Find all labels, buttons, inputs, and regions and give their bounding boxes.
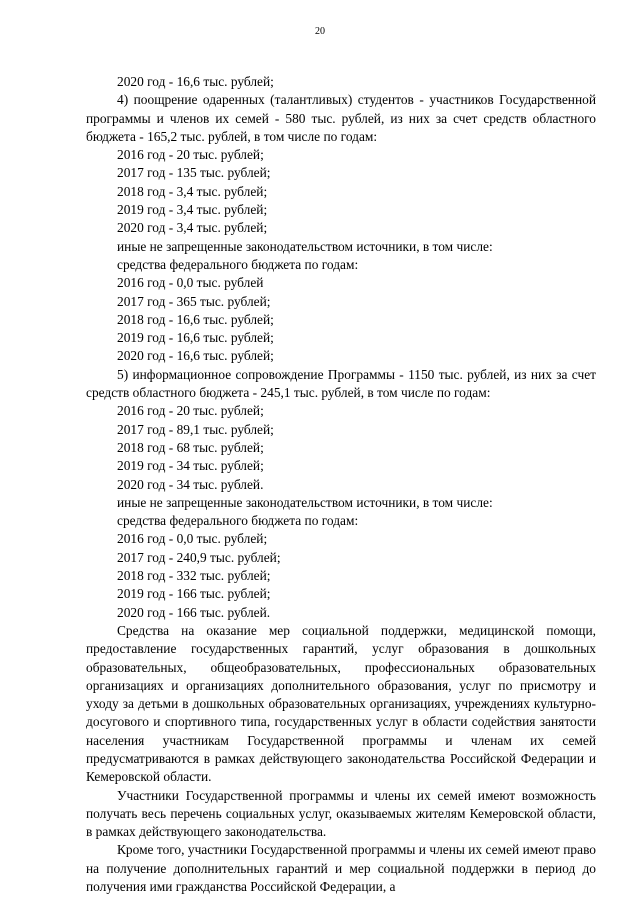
item-5-paragraph: 5) информационное сопровождение Программы - 1150 тыс. рублей, из них за счет средств областного бюджета - 245,1 тыс. рублей, в том числе по годам: (86, 366, 596, 401)
budget-line: 2020 год - 166 тыс. рублей. (117, 604, 271, 620)
federal-heading: средства федерального бюджета по годам: (117, 513, 359, 529)
budget-line: 2016 год - 20 тыс. рублей; (117, 147, 264, 163)
document-body (86, 73, 596, 896)
budget-line: 2019 год - 16,6 тыс. рублей; (117, 330, 274, 346)
budget-line: 2018 год - 332 тыс. рублей; (117, 568, 271, 584)
budget-line: 2017 год - 240,9 тыс. рублей; (117, 549, 281, 565)
budget-line: 2019 год - 166 тыс. рублей; (117, 586, 271, 602)
budget-line: 2020 год - 34 тыс. рублей. (117, 476, 264, 492)
budget-line: 2017 год - 365 тыс. рублей; (117, 293, 271, 309)
budget-line: 2018 год - 3,4 тыс. рублей; (117, 183, 268, 199)
other-sources-line: иные не запрещенные законодательством источники, в том числе: (117, 238, 493, 254)
budget-line: 2016 год - 0,0 тыс. рублей (117, 275, 264, 291)
item-4-paragraph: 4) поощрение одаренных (талантливых) студентов - участников Государственной программы и членов их семей - 580 тыс. рублей, из них за счет средств областного бюджета - 165,2 тыс. рублей, в том числе по годам: (86, 92, 596, 144)
budget-line: 2020 год - 16,6 тыс. рублей; (117, 74, 274, 89)
budget-line: 2017 год - 89,1 тыс. рублей; (117, 421, 274, 437)
participants-paragraph: Участники Государственной программы и члены их семей имеют возможность получать весь перечень социальных услуг, оказываемых жителям Кемеровской области, в рамках действующего законодательства. (86, 787, 596, 840)
federal-heading: средства федерального бюджета по годам: (117, 256, 359, 272)
budget-line: 2016 год - 0,0 тыс. рублей; (117, 531, 268, 547)
other-sources-line: иные не запрещенные законодательством источники, в том числе: (117, 494, 493, 510)
budget-line: 2020 год - 16,6 тыс. рублей; (117, 348, 274, 364)
budget-line: 2017 год - 135 тыс. рублей; (117, 165, 271, 181)
budget-line: 2019 год - 3,4 тыс. рублей; (117, 202, 268, 218)
budget-line: 2020 год - 3,4 тыс. рублей; (117, 220, 268, 236)
budget-line: 2018 год - 68 тыс. рублей; (117, 439, 264, 455)
page-number: 20 (315, 26, 325, 37)
social-support-paragraph: Средства на оказание мер социальной поддержки, медицинской помощи, предоставление государственных гарантий, услуг образования в дошкольных образовательных, общеобразовательных, профессиональных образовательных организациях и организациях дополнительного образования, услуг по присмотру и уходу за детьми в дошкольных образовательных организациях, учреждениях культурно-досугового и спортивного типа, государственных услуг в области содействия занятости населения участникам Государственной программы и членам их семей предусматриваются в рамках действующего законодательства Российской Федерации и Кемеровской области. (86, 622, 596, 785)
additional-guarantees-paragraph: Кроме того, участники Государственной программы и члены их семей имеют право на получение дополнительных гарантий и мер социальной поддержки в период до получения ими гражданства Российской Федерации, а (86, 842, 596, 895)
budget-line: 2019 год - 34 тыс. рублей; (117, 458, 264, 474)
budget-line: 2018 год - 16,6 тыс. рублей; (117, 311, 274, 327)
budget-line: 2016 год - 20 тыс. рублей; (117, 403, 264, 419)
